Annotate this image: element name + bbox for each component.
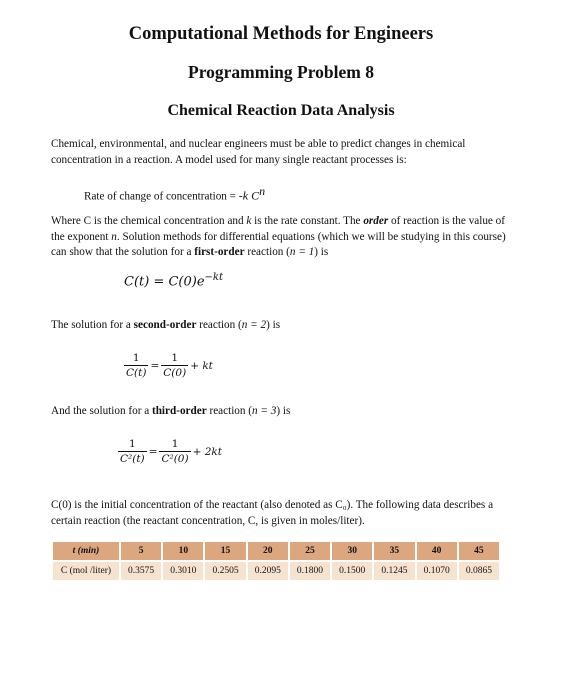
- order-text-a: Where C is the chemical concentration and: [51, 215, 247, 227]
- concentration-cell: 0.2095: [248, 562, 288, 580]
- order-n: n: [111, 230, 117, 243]
- problem-title: Programming Problem 8: [188, 62, 374, 82]
- eq2-right-fraction: [161, 352, 188, 380]
- eq3-left-num: 1: [118, 438, 147, 452]
- eq2-plus-term: + kt: [190, 360, 213, 372]
- course-title: Computational Methods for Engineers: [128, 24, 434, 44]
- concentration-cell: 0.1800: [290, 562, 330, 580]
- eq1-exponent: −kt: [204, 272, 223, 283]
- eq3-right-num: 1: [159, 438, 190, 452]
- eq3-right-fraction: [159, 438, 190, 466]
- third-order-condition: n = 3: [252, 405, 277, 417]
- section-title: Chemical Reaction Data Analysis: [167, 102, 395, 119]
- time-cell: 5: [121, 542, 161, 560]
- rate-expression: -k C: [238, 188, 260, 203]
- order-text-b: is the rate constant. The: [251, 215, 364, 227]
- eq3-left-den: C²(t): [120, 453, 145, 465]
- second-order-condition: n = 2: [241, 319, 267, 331]
- time-cell: 40: [417, 542, 457, 560]
- second-order-paragraph: [51, 318, 513, 334]
- concentration-data-table: [51, 540, 501, 582]
- eq3-left-fraction: [118, 438, 147, 466]
- eq2-left-fraction: [124, 352, 148, 380]
- eq2-right-den: C(0): [163, 367, 187, 379]
- time-header: t (min): [53, 542, 119, 560]
- second-text-b: reaction (: [196, 319, 242, 331]
- third-text-c: ) is: [276, 405, 291, 417]
- order-word: order: [363, 215, 389, 227]
- third-text-b: reaction (: [206, 405, 253, 417]
- concentration-cell: 0.3010: [163, 562, 203, 580]
- third-order-label: third-order: [151, 405, 207, 417]
- first-order-label: first-order: [194, 246, 245, 258]
- eq3-right-den: C²(0): [161, 453, 189, 465]
- order-text-f: ) is: [314, 246, 329, 258]
- order-paragraph: [51, 214, 513, 261]
- concentration-cell: 0.2505: [205, 562, 245, 580]
- time-row: [53, 542, 499, 560]
- order-text-d: . Solution methods for differential equations (which we will be studying in this course) can show that the solution for a: [51, 230, 506, 258]
- third-order-paragraph: [51, 404, 513, 420]
- eq2-left-den: C(t): [126, 367, 147, 379]
- concentration-cell: 0.1245: [374, 562, 414, 580]
- order-k: k: [246, 215, 252, 227]
- concentration-cell: 0.1070: [417, 562, 457, 580]
- rate-exponent: n: [259, 184, 266, 198]
- first-order-equation: [124, 272, 223, 289]
- eq2-left-num: 1: [124, 352, 148, 366]
- eq1-base: C(t) = C(0)e: [124, 274, 205, 290]
- eq3-plus-term: + 2kt: [192, 446, 222, 458]
- time-cell: 10: [163, 542, 203, 560]
- time-cell: 25: [290, 542, 330, 560]
- concentration-row: [53, 562, 499, 580]
- third-text-a: And the solution for a: [51, 405, 152, 417]
- concentration-cell: 0.1500: [332, 562, 372, 580]
- second-order-label: second-order: [133, 319, 197, 331]
- time-cell: 45: [459, 542, 499, 560]
- time-cell: 20: [248, 542, 288, 560]
- first-order-condition: n = 1: [289, 246, 315, 258]
- intro-paragraph: Chemical, environmental, and nuclear engineers must be able to predict changes in chemical concentration in a reaction. A model used for many single reactant processes is:: [51, 138, 466, 166]
- concentration-header: C (mol /liter): [53, 562, 119, 580]
- concentration-cell: 0.0865: [459, 562, 499, 580]
- concentration-cell: 0.3575: [121, 562, 161, 580]
- eq2-right-num: 1: [161, 352, 188, 366]
- time-cell: 15: [205, 542, 245, 560]
- order-text-c: of reaction is the value of the exponent: [51, 215, 505, 243]
- second-text-a: The solution for a: [51, 319, 134, 331]
- second-text-c: ) is: [266, 319, 281, 331]
- eq3-equals: =: [148, 446, 158, 458]
- second-order-equation: [124, 352, 215, 380]
- eq2-equals: =: [150, 360, 160, 372]
- order-text-e: reaction (: [244, 246, 290, 258]
- initial-concentration-paragraph: C(0) is the initial concentration of the reactant (also denoted as C₀). The following data describes a certain reaction (the reactant concentration, C, is given in moles/liter).: [51, 499, 494, 527]
- rate-label: Rate of change of concentration =: [84, 190, 239, 203]
- time-cell: 30: [332, 542, 372, 560]
- third-order-equation: [118, 438, 224, 466]
- time-cell: 35: [374, 542, 414, 560]
- rate-equation: [84, 184, 265, 204]
